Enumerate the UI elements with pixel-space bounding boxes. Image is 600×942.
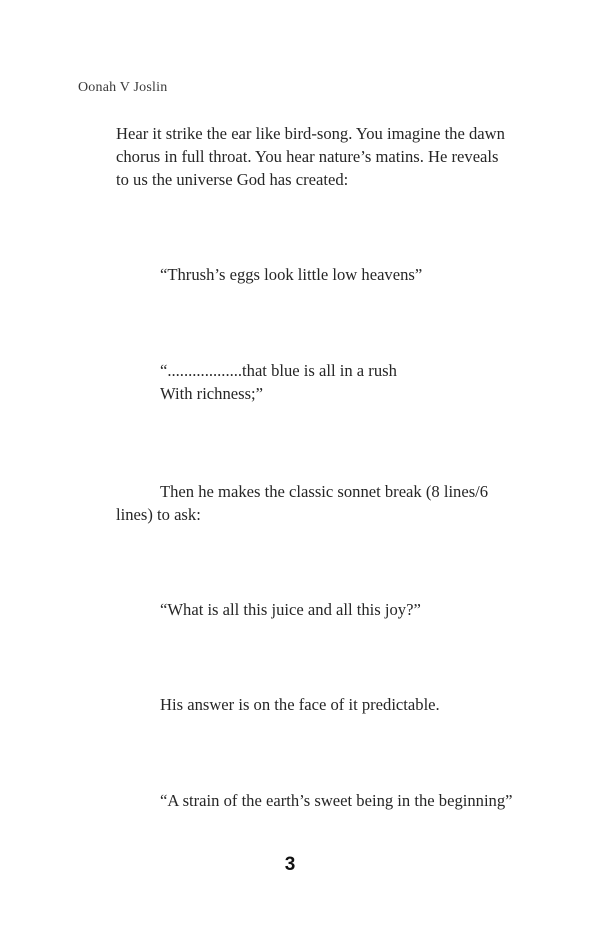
quote-blue-line-2: With richness;” [160,384,264,403]
intro-line-2: chorus in full throat. You hear nature’s matins. He reveals [116,147,499,166]
sonnet-break-line-1: Then he makes the classic sonnet break (8 lines/6 [160,482,489,501]
quote-blue-line-1: “..................that blue is all in a rush [160,361,397,380]
running-header: Oonah V Joslin [78,80,168,95]
answer-paragraph: His answer is on the face of it predictable. [160,695,440,714]
intro-line-1: Hear it strike the ear like bird-song. You imagine the dawn [116,124,505,143]
quote-juice-joy: “What is all this juice and all this joy?” [160,600,421,619]
sonnet-break-line-2: lines) to ask: [116,505,201,524]
quote-thrush-eggs: “Thrush’s eggs look little low heavens” [160,265,423,284]
page-number: 3 [284,854,296,875]
quote-strain-earth: “A strain of the earth’s sweet being in the beginning” [160,791,513,810]
intro-line-3: to us the universe God has created: [116,170,349,189]
